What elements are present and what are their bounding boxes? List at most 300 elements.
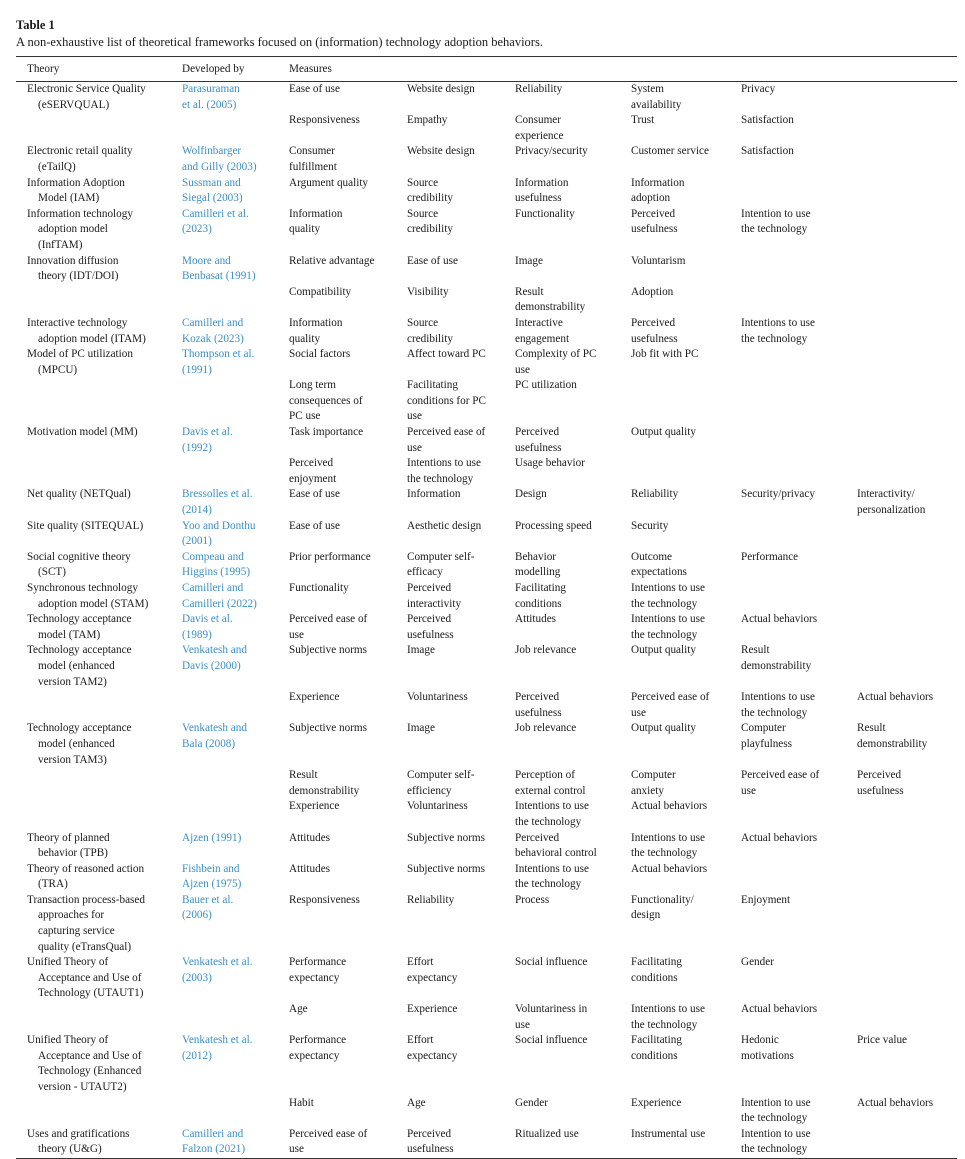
measure-cell: [407, 285, 515, 316]
measure-cell-line: Information: [515, 176, 569, 189]
measure-cell: [407, 862, 515, 893]
measure-cell: [289, 285, 407, 316]
measure-cell-line: availability: [631, 98, 682, 111]
measure-cell-line: Aesthetic design: [407, 519, 482, 532]
measure-cell-line: demonstrability: [515, 301, 586, 314]
theory-cell-line: Social cognitive theory: [27, 550, 131, 563]
measure-cell-line: usefulness: [407, 628, 454, 641]
measure-cell: [857, 425, 957, 456]
measure-cell-line: PC use: [289, 410, 321, 423]
measure-cell-line: Gender: [741, 956, 774, 969]
measure-cell: [631, 207, 741, 254]
measure-cell: [631, 1127, 741, 1159]
measure-cell-line: Experience: [631, 1096, 682, 1109]
table-row: [16, 893, 957, 955]
measure-cell: [741, 254, 857, 285]
measure-cell: [631, 955, 741, 1002]
developed-by-cell-line: Ajzen (1975): [182, 878, 242, 891]
measure-cell-line: Experience: [289, 691, 340, 704]
measure-cell-line: Perception of: [515, 769, 575, 782]
developed-by-cell: [182, 1127, 289, 1159]
theory-cell-line: Model of PC utilization: [27, 348, 133, 361]
measure-cell: [741, 113, 857, 144]
developed-by-cell-line: Ajzen (1991): [182, 831, 242, 844]
measure-cell-line: Responsiveness: [289, 893, 360, 906]
measure-cell-line: Security: [631, 519, 669, 532]
measure-cell-line: Subjective norms: [407, 862, 485, 875]
developed-by-cell: [182, 144, 289, 175]
measure-cell: [289, 207, 407, 254]
developed-by-cell-line: and Gilly (2003): [182, 160, 257, 173]
header-developed-by: Developed by: [182, 63, 245, 75]
measure-cell-line: Processing speed: [515, 519, 592, 532]
measure-cell: [857, 519, 957, 550]
measure-cell-line: Result: [857, 722, 886, 735]
measure-cell: [631, 1096, 741, 1127]
developed-by-cell-line: (2006): [182, 909, 212, 922]
theory-cell-line: (eSERVQUAL): [38, 98, 110, 111]
measure-cell-line: Process: [515, 893, 550, 906]
developed-by-cell-line: Fishbein and: [182, 862, 240, 875]
measure-cell-line: the technology: [631, 628, 698, 641]
theory-cell-line: model (enhanced: [38, 659, 115, 672]
measure-cell: [741, 1127, 857, 1159]
table-row: [16, 82, 957, 114]
measure-cell-line: Compatibility: [289, 285, 352, 298]
developed-by-cell: [182, 207, 289, 254]
measure-cell-line: Habit: [289, 1096, 314, 1109]
measure-cell-line: Empathy: [407, 114, 448, 127]
measure-cell: [515, 82, 631, 114]
measure-cell-line: the technology: [515, 815, 582, 828]
developed-by-cell-line: (2012): [182, 1049, 212, 1062]
measure-cell-line: Customer service: [631, 145, 709, 158]
measure-cell-line: System: [631, 83, 664, 95]
theory-cell-line: (TRA): [38, 878, 68, 891]
table-row: [16, 1002, 957, 1033]
measure-cell: [857, 487, 957, 518]
developed-by-cell: [182, 316, 289, 347]
measure-cell-line: usefulness: [407, 1143, 454, 1156]
measure-cell: [289, 347, 407, 378]
measure-cell-line: modelling: [515, 566, 561, 579]
measure-cell-line: conditions: [631, 971, 678, 984]
measure-cell: [631, 550, 741, 581]
measure-cell: [631, 378, 741, 425]
header-measures: Measures: [289, 63, 332, 75]
measure-cell: [289, 893, 407, 955]
measure-cell-line: Source: [407, 316, 439, 329]
developed-by-cell-line: (1992): [182, 441, 212, 454]
measure-cell: [741, 721, 857, 768]
measure-cell-line: Actual behaviors: [741, 613, 818, 626]
developed-by-cell: [182, 550, 289, 581]
measure-cell-line: Complexity of PC: [515, 348, 597, 361]
measure-cell: [289, 113, 407, 144]
measure-cell: [857, 176, 957, 207]
theory-cell: [16, 1033, 182, 1095]
measure-cell-line: Prior performance: [289, 550, 371, 563]
developed-by-cell-line: Camilleri et al.: [182, 207, 249, 220]
measure-cell-line: the technology: [741, 1112, 808, 1125]
measure-cell-line: Ease of use: [289, 519, 340, 532]
measure-cell-line: Security/privacy: [741, 488, 815, 501]
measure-cell: [407, 1033, 515, 1095]
theory-cell: [16, 254, 182, 285]
theory-cell-line: Theory of planned: [27, 831, 110, 844]
theory-cell: [16, 347, 182, 378]
measure-cell-line: use: [741, 784, 756, 797]
measure-cell: [741, 955, 857, 1002]
measure-cell: [857, 82, 957, 114]
measure-cell-line: Effort: [407, 1034, 434, 1047]
measure-cell-line: use: [515, 363, 530, 376]
measure-cell: [515, 721, 631, 768]
measure-cell-line: Enjoyment: [741, 893, 791, 906]
measure-cell: [515, 768, 631, 799]
measure-cell-line: Responsiveness: [289, 114, 360, 127]
measure-cell: [631, 1002, 741, 1033]
measure-cell: [631, 721, 741, 768]
measure-cell: [631, 316, 741, 347]
table-row: [16, 550, 957, 581]
measure-cell: [741, 425, 857, 456]
measure-cell: [515, 487, 631, 518]
measure-cell-line: usefulness: [515, 192, 562, 205]
measure-cell-line: Actual behaviors: [631, 862, 708, 875]
measure-cell: [515, 347, 631, 378]
theory-cell: [16, 643, 182, 690]
measure-cell-line: Perceived ease of: [631, 691, 710, 704]
measure-cell-line: expectancy: [407, 1049, 458, 1062]
measure-cell-line: Actual behaviors: [857, 691, 934, 704]
developed-by-cell: [182, 643, 289, 690]
measure-cell: [289, 550, 407, 581]
measure-cell-line: enjoyment: [289, 472, 337, 485]
theory-cell: [16, 893, 182, 955]
measure-cell: [407, 82, 515, 114]
measure-cell-line: usefulness: [515, 441, 562, 454]
theory-cell: [16, 487, 182, 518]
measure-cell-line: Subjective norms: [289, 644, 367, 657]
measure-cell: [515, 1033, 631, 1095]
measure-cell-line: Satisfaction: [741, 145, 794, 158]
measure-cell: [407, 1002, 515, 1033]
measure-cell-line: Consumer: [289, 145, 335, 158]
theory-cell: [16, 82, 182, 114]
measure-cell-line: Performance: [741, 550, 799, 563]
measure-cell: [289, 254, 407, 285]
measure-cell-line: Ease of use: [407, 254, 458, 267]
table-row: [16, 612, 957, 643]
table-row: [16, 581, 957, 612]
measure-cell-line: Computer self-: [407, 550, 475, 563]
measure-cell: [631, 285, 741, 316]
measure-cell-line: Voluntarism: [631, 254, 686, 267]
developed-by-cell-line: Benbasat (1991): [182, 270, 256, 283]
measure-cell-line: Facilitating: [631, 1034, 682, 1047]
measure-cell-line: quality: [289, 223, 321, 236]
developed-by-cell-line: Bressolles et al.: [182, 488, 253, 501]
measure-cell: [515, 113, 631, 144]
measure-cell: [289, 612, 407, 643]
measure-cell-line: Output quality: [631, 426, 696, 439]
measure-cell: [289, 768, 407, 799]
measure-cell: [407, 378, 515, 425]
developed-by-cell-line: Yoo and Donthu: [182, 519, 256, 532]
measure-cell: [289, 1127, 407, 1159]
theory-cell: [16, 113, 182, 144]
measure-cell-line: motivations: [741, 1049, 794, 1062]
theory-cell-line: Interactive technology: [27, 316, 128, 329]
measure-cell-line: Trust: [631, 114, 655, 127]
measure-cell: [515, 893, 631, 955]
measure-cell: [631, 893, 741, 955]
table-row: [16, 144, 957, 175]
theory-cell-line: (SCT): [38, 566, 66, 579]
theory-cell-line: Innovation diffusion: [27, 254, 119, 267]
measure-cell: [741, 487, 857, 518]
measure-cell: [407, 768, 515, 799]
measure-cell-line: Adoption: [631, 285, 674, 298]
measure-cell: [857, 690, 957, 721]
measure-cell-line: the technology: [741, 223, 808, 236]
measure-cell-line: Perceived: [631, 316, 676, 329]
measure-cell-line: the technology: [631, 597, 698, 610]
measure-cell-line: Image: [407, 644, 435, 657]
developed-by-cell-line: (1989): [182, 628, 212, 641]
measure-cell: [741, 643, 857, 690]
measure-cell-line: Reliability: [631, 488, 679, 501]
measure-cell: [631, 487, 741, 518]
measure-cell: [631, 643, 741, 690]
developed-by-cell-line: Siegal (2003): [182, 192, 243, 205]
developed-by-cell-line: Venkatesh et al.: [182, 956, 253, 969]
theory-cell: [16, 955, 182, 1002]
measure-cell-line: Intentions to use: [631, 582, 705, 594]
measure-cell-line: Price value: [857, 1034, 908, 1047]
measure-cell: [289, 378, 407, 425]
theory-cell-line: Uses and gratifications: [27, 1127, 130, 1140]
measure-cell-line: Actual behaviors: [741, 1003, 818, 1016]
measure-cell: [407, 799, 515, 830]
theory-cell-line: version TAM2): [38, 675, 107, 688]
measure-cell-line: playfulness: [741, 737, 792, 750]
measure-cell-line: Job relevance: [515, 644, 577, 657]
measure-cell: [631, 347, 741, 378]
measure-cell-line: Functionality: [289, 582, 349, 594]
theory-cell: [16, 862, 182, 893]
measure-cell: [857, 1096, 957, 1127]
measure-cell-line: demonstrability: [289, 784, 360, 797]
measure-cell: [741, 82, 857, 114]
measure-cell-line: credibility: [407, 192, 453, 205]
developed-by-cell: [182, 378, 289, 425]
theory-cell-line: Electronic Service Quality: [27, 83, 146, 95]
theory-cell: [16, 378, 182, 425]
developed-by-cell-line: Venkatesh et al.: [182, 1034, 253, 1047]
measure-cell-line: Attitudes: [289, 862, 331, 875]
developed-by-cell: [182, 799, 289, 830]
theory-cell: [16, 1127, 182, 1159]
developed-by-cell-line: Sussman and: [182, 176, 241, 189]
measure-cell-line: the technology: [631, 1018, 698, 1031]
measure-cell: [857, 254, 957, 285]
measure-cell: [857, 799, 957, 830]
measure-cell: [515, 862, 631, 893]
measure-cell: [407, 550, 515, 581]
table-row: [16, 425, 957, 456]
developed-by-cell-line: Venkatesh and: [182, 644, 247, 657]
theory-cell: [16, 176, 182, 207]
table-row: [16, 831, 957, 862]
measure-cell-line: Facilitating: [407, 379, 458, 392]
developed-by-cell-line: Higgins (1995): [182, 566, 251, 579]
measure-cell-line: Job relevance: [515, 722, 577, 735]
measure-cell: [289, 1033, 407, 1095]
measure-cell: [289, 1002, 407, 1033]
measure-cell-line: Computer: [631, 769, 676, 782]
measure-cell-line: Output quality: [631, 644, 696, 657]
theory-cell-line: version TAM3): [38, 753, 107, 766]
measure-cell-line: design: [631, 909, 661, 922]
measure-cell: [741, 550, 857, 581]
measure-cell-line: Information: [631, 176, 685, 189]
table-row: [16, 487, 957, 518]
measure-cell: [407, 721, 515, 768]
developed-by-cell: [182, 1033, 289, 1095]
developed-by-cell-line: (2003): [182, 971, 212, 984]
measure-cell-line: expectancy: [289, 971, 340, 984]
measure-cell-line: Visibility: [407, 285, 449, 298]
measure-cell-line: Task importance: [289, 426, 364, 439]
developed-by-cell-line: Camilleri and: [182, 316, 244, 329]
measure-cell: [289, 799, 407, 830]
measure-cell-line: Intentions to use: [631, 831, 705, 844]
developed-by-cell-line: (2014): [182, 504, 212, 517]
developed-by-cell-line: et al. (2005): [182, 98, 237, 111]
measure-cell-line: Result: [289, 769, 318, 782]
measure-cell: [857, 643, 957, 690]
measure-cell: [515, 581, 631, 612]
measure-cell: [857, 862, 957, 893]
measure-cell: [515, 1096, 631, 1127]
measure-cell-line: credibility: [407, 223, 453, 236]
measure-cell-line: adoption: [631, 192, 671, 205]
developed-by-cell: [182, 285, 289, 316]
measure-cell-line: fulfillment: [289, 160, 337, 173]
measure-cell: [741, 581, 857, 612]
measure-cell-line: Perceived: [407, 613, 452, 626]
theory-cell-line: Site quality (SITEQUAL): [27, 519, 144, 532]
measure-cell-line: Information: [289, 207, 343, 220]
developed-by-cell: [182, 721, 289, 768]
measure-cell: [741, 1096, 857, 1127]
measure-cell: [407, 456, 515, 487]
theory-cell-line: Model (IAM): [38, 192, 100, 205]
measure-cell-line: the technology: [515, 878, 582, 891]
measure-cell: [289, 721, 407, 768]
measure-cell-line: personalization: [857, 504, 926, 517]
measure-cell: [857, 378, 957, 425]
measure-cell: [515, 254, 631, 285]
theory-cell-line: model (enhanced: [38, 737, 115, 750]
measure-cell: [289, 831, 407, 862]
measure-cell: [289, 82, 407, 114]
measure-cell: [515, 690, 631, 721]
measure-cell: [407, 425, 515, 456]
measure-cell-line: Voluntariness: [407, 800, 468, 813]
measure-cell-line: expectations: [631, 566, 687, 579]
measure-cell-line: Intention to use: [741, 207, 811, 220]
measure-cell: [407, 643, 515, 690]
table-row: [16, 721, 957, 768]
measure-cell: [857, 113, 957, 144]
measure-cell: [631, 581, 741, 612]
measure-cell-line: the technology: [741, 332, 808, 345]
theory-cell-line: model (TAM): [38, 628, 101, 641]
measure-cell: [741, 378, 857, 425]
theory-cell: [16, 581, 182, 612]
developed-by-cell-line: Moore and: [182, 254, 231, 267]
measure-cell-line: Subjective norms: [289, 722, 367, 735]
measure-cell: [741, 207, 857, 254]
measure-cell: [857, 207, 957, 254]
developed-by-cell-line: Camilleri and: [182, 1127, 244, 1140]
theory-cell-line: theory (U&G): [38, 1143, 102, 1156]
table-row: [16, 347, 957, 378]
measure-cell-line: Affect toward PC: [407, 348, 486, 361]
measure-cell: [407, 893, 515, 955]
developed-by-cell-line: Parasuraman: [182, 83, 240, 95]
developed-by-cell-line: Camilleri and: [182, 582, 244, 594]
theory-cell-line: Unified Theory of: [27, 956, 109, 969]
measure-cell: [741, 893, 857, 955]
measure-cell: [631, 799, 741, 830]
developed-by-cell-line: Thompson et al.: [182, 348, 255, 361]
developed-by-cell: [182, 581, 289, 612]
theory-cell-line: Transaction process-based: [27, 893, 145, 906]
theory-cell: [16, 550, 182, 581]
measure-cell: [515, 378, 631, 425]
developed-by-cell: [182, 690, 289, 721]
measure-cell: [857, 893, 957, 955]
measure-cell-line: Computer self-: [407, 769, 475, 782]
developed-by-cell: [182, 612, 289, 643]
measure-cell: [631, 82, 741, 114]
measure-cell: [515, 176, 631, 207]
measure-cell: [857, 144, 957, 175]
measure-cell-line: Effort: [407, 956, 434, 969]
measure-cell: [857, 347, 957, 378]
developed-by-cell: [182, 862, 289, 893]
measure-cell-line: Argument quality: [289, 176, 369, 189]
developed-by-cell: [182, 893, 289, 955]
table-row: [16, 456, 957, 487]
measure-cell: [631, 176, 741, 207]
measure-cell-line: Relative advantage: [289, 254, 375, 267]
measure-cell-line: Result: [741, 644, 770, 657]
measure-cell-line: Facilitating: [631, 956, 682, 969]
measure-cell-line: Experience: [407, 1003, 458, 1016]
measure-cell: [741, 831, 857, 862]
measure-cell: [515, 831, 631, 862]
measure-cell-line: use: [407, 410, 422, 423]
measure-cell-line: demonstrability: [857, 737, 928, 750]
theory-cell-line: adoption model (ITAM): [38, 332, 146, 345]
measure-cell: [857, 768, 957, 799]
measure-cell-line: the technology: [741, 706, 808, 719]
